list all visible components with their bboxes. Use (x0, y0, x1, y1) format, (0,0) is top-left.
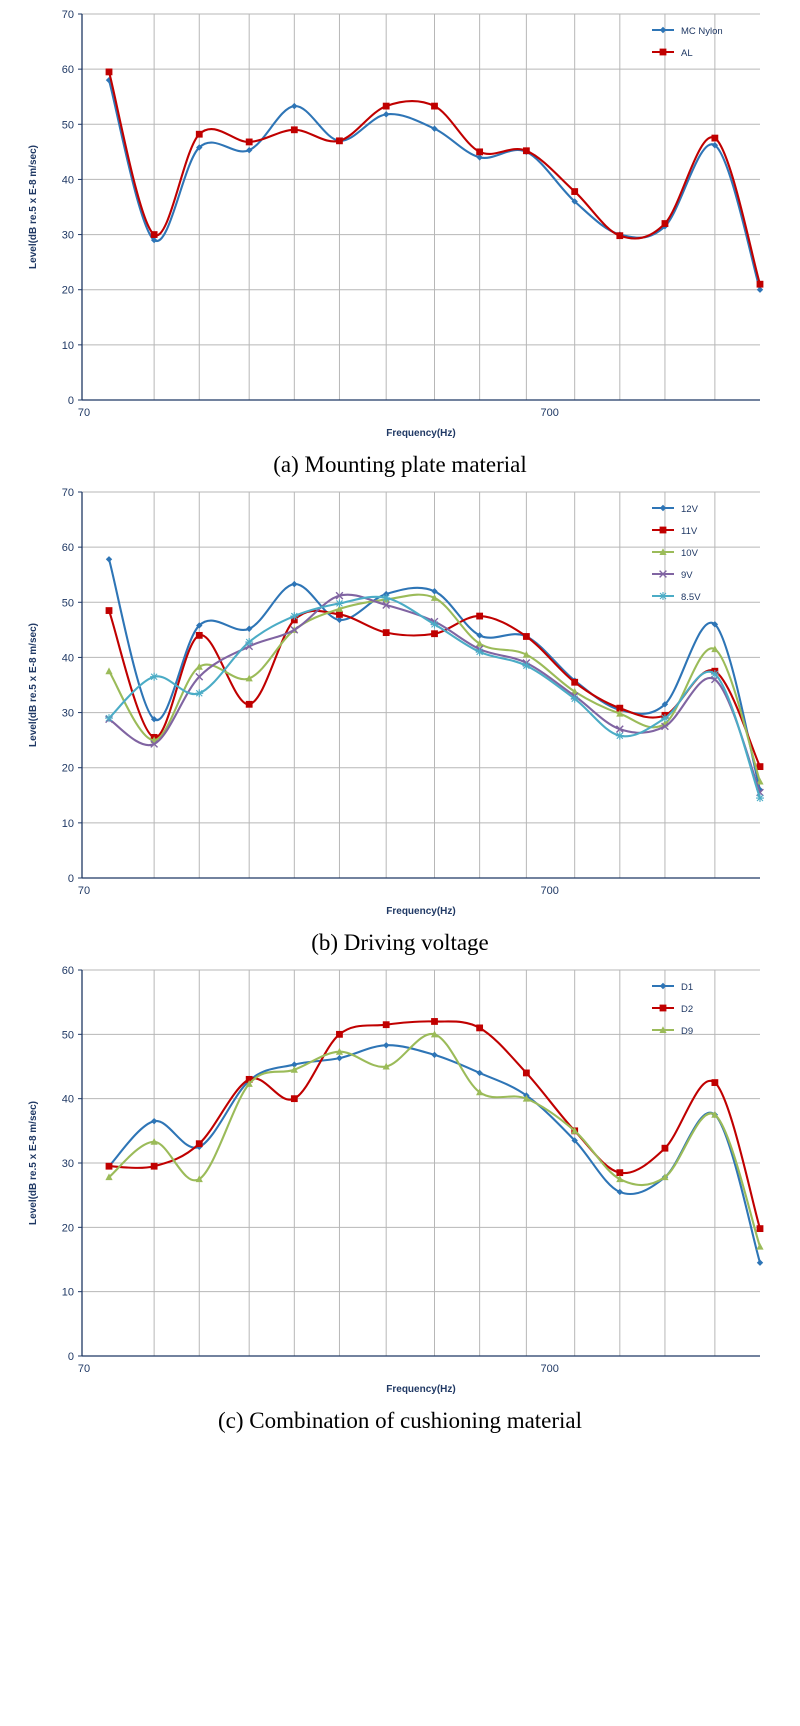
data-point-marker (476, 1025, 483, 1032)
data-point-marker (151, 231, 158, 238)
y-tick-label: 0 (67, 395, 74, 407)
data-point-marker (523, 633, 530, 640)
data-point-marker (616, 232, 623, 239)
x-tick-label: 700 (540, 1363, 559, 1375)
y-tick-label: 20 (61, 1222, 74, 1235)
legend-label: D2 (681, 1004, 694, 1015)
x-axis-title: Frequency(Hz) (386, 1384, 456, 1395)
y-tick-label: 60 (61, 64, 74, 77)
caption-c: (c) Combination of cushioning material (217, 1408, 583, 1433)
data-point-marker (711, 1079, 718, 1086)
y-tick-label: 50 (61, 1029, 74, 1042)
data-point-marker (616, 732, 624, 740)
figure-c (0, 956, 800, 1434)
data-point-marker (106, 69, 113, 76)
data-point-marker (150, 673, 158, 681)
data-point-marker (523, 147, 530, 154)
data-point-marker (757, 763, 764, 770)
y-tick-label: 60 (61, 542, 74, 555)
x-tick-label: 70 (77, 1363, 91, 1375)
legend-label: 8.5V (681, 592, 701, 603)
y-tick-label: 10 (61, 339, 74, 352)
y-tick-label: 0 (67, 1351, 74, 1363)
data-point-marker (659, 592, 667, 600)
data-point-marker (106, 1163, 113, 1170)
data-point-marker (336, 1031, 343, 1038)
chart-a (20, 0, 780, 450)
data-point-marker (383, 629, 390, 636)
data-point-marker (106, 607, 113, 614)
chart-b (20, 478, 780, 928)
data-point-marker (616, 1169, 623, 1176)
y-tick-label: 40 (61, 1093, 74, 1106)
data-point-marker (711, 670, 719, 678)
data-point-marker (382, 594, 390, 602)
data-point-marker (195, 689, 203, 697)
y-tick-label: 30 (61, 707, 74, 720)
figure-b (0, 478, 800, 956)
data-point-marker (383, 1021, 390, 1028)
data-point-marker (660, 49, 667, 56)
y-tick-label: 20 (61, 284, 74, 297)
y-tick-label: 60 (61, 965, 74, 977)
data-point-marker (151, 1163, 158, 1170)
legend-label: D9 (681, 1026, 694, 1037)
data-point-marker (711, 135, 718, 142)
legend-label: 12V (681, 504, 698, 515)
legend-label: MC Nylon (681, 26, 723, 37)
x-tick-label: 700 (540, 407, 559, 419)
chart-c (20, 956, 780, 1406)
data-point-marker (660, 527, 667, 534)
data-point-marker (246, 701, 253, 708)
data-point-marker (476, 648, 484, 656)
legend-label: 11V (681, 526, 698, 537)
data-point-marker (196, 131, 203, 138)
y-axis-title: Level(dB re.5 x E-8 m/sec) (28, 623, 39, 747)
x-tick-label: 700 (540, 885, 559, 897)
data-point-marker (661, 714, 669, 722)
data-point-marker (291, 126, 298, 133)
y-tick-label: 70 (61, 9, 74, 21)
y-tick-label: 50 (61, 597, 74, 610)
caption-a: (a) Mounting plate material (273, 452, 527, 477)
y-axis-title: Level(dB re.5 x E-8 m/sec) (28, 1101, 39, 1225)
x-tick-label: 70 (77, 885, 91, 897)
plot-area (82, 492, 760, 878)
y-tick-label: 10 (61, 1286, 74, 1299)
data-point-marker (431, 103, 438, 110)
y-axis-title: Level(dB re.5 x E-8 m/sec) (28, 145, 39, 269)
y-tick-label: 30 (61, 229, 74, 242)
y-tick-label: 40 (61, 174, 74, 187)
data-point-marker (571, 679, 578, 686)
data-point-marker (196, 632, 203, 639)
data-point-marker (660, 1005, 667, 1012)
data-point-marker (431, 630, 438, 637)
y-tick-label: 40 (61, 652, 74, 665)
figure-a (0, 0, 800, 478)
data-point-marker (571, 188, 578, 195)
data-point-marker (522, 662, 530, 670)
data-point-marker (105, 714, 113, 722)
x-axis-title: Frequency(Hz) (386, 906, 456, 917)
data-point-marker (246, 139, 253, 146)
legend-label: D1 (681, 982, 694, 993)
y-tick-label: 70 (61, 487, 74, 499)
caption-b: (b) Driving voltage (311, 930, 489, 955)
data-point-marker (756, 794, 764, 802)
y-tick-label: 10 (61, 817, 74, 830)
y-tick-label: 30 (61, 1158, 74, 1170)
legend-label: 9V (681, 570, 693, 581)
data-point-marker (336, 611, 343, 618)
data-point-marker (336, 137, 343, 144)
data-point-marker (662, 220, 669, 227)
data-point-marker (476, 613, 483, 620)
plot-area (82, 14, 760, 400)
y-tick-label: 20 (61, 762, 74, 775)
y-tick-label: 50 (61, 119, 74, 132)
data-point-marker (245, 638, 253, 646)
data-point-marker (431, 1018, 438, 1025)
data-point-marker (291, 1095, 298, 1102)
chart-c-svg (20, 956, 780, 1406)
data-point-marker (383, 103, 390, 110)
x-axis-title: Frequency(Hz) (386, 428, 456, 439)
x-tick-label: 70 (77, 407, 91, 419)
data-point-marker (431, 620, 439, 628)
data-point-marker (757, 1225, 764, 1232)
data-point-marker (290, 612, 298, 620)
data-point-marker (196, 1140, 203, 1147)
chart-a-svg (20, 0, 780, 450)
data-point-marker (757, 281, 764, 288)
legend-label: AL (681, 48, 693, 59)
chart-b-svg (20, 478, 780, 928)
data-point-marker (476, 148, 483, 155)
y-tick-label: 0 (67, 873, 74, 885)
data-point-marker (523, 1070, 530, 1077)
legend-label: 10V (681, 548, 698, 559)
data-point-marker (571, 695, 579, 703)
data-point-marker (335, 599, 343, 607)
data-point-marker (662, 1145, 669, 1152)
